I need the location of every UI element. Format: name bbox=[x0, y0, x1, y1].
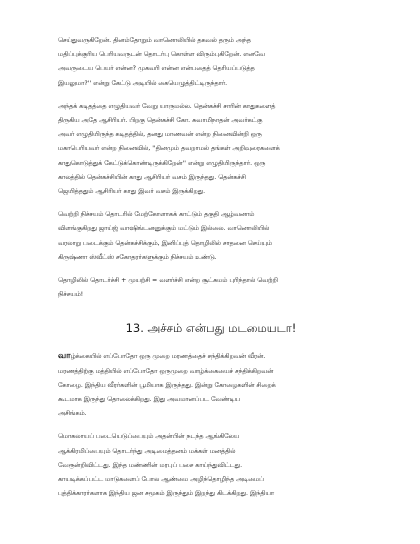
text-line: வேரூன்றிவிட்டது. இந்த மண்ணின் மரபுப் பசை காய்ந்துவிட்டது. bbox=[58, 461, 243, 469]
text-line: கிருஷ்ணா ஸ்வீட்ஸ் சகோதரர்களுக்கும் நிச்சயம் உண்டு. bbox=[58, 253, 217, 261]
text-line: மகாபெரியவர் என்ற நினைவில், ''தினமும் தவறாமல் தங்கள் அறிவுரைகளைக் bbox=[58, 145, 280, 153]
text-line: திருகிய அதே ஆசிரியர். பிறகு தென்கச்சி கோ. சுவாமிநாதன் அவர்கட்கு bbox=[58, 117, 263, 125]
text-line: ஆக்கிரமிப்பையும் தொடர்ந்து அடிமைத்தனம் மக்கள் மனத்தில் bbox=[58, 447, 236, 455]
text-line: காதுகொடுத்துக் கேட்டுக்கொண்டிருக்கிறேன்'' என்று எழுதியிருந்தார். ஒரு bbox=[58, 159, 266, 167]
text-line: புத்திக்காரர்களாக இந்திய ஜன சமூகம் இருந்தும் இறந்து கிடக்கிறது. இந்தியா bbox=[58, 490, 275, 498]
text-line: அந்தக் கடிதத்தை எழுதியவர் வேறு யாருமல்ல. தென்கச்சி சாரின் காதுகளைத் bbox=[58, 102, 276, 110]
text-line: காயடிக்கப்பட்ட மாடுகளைப் போல ஆண்மை அழிந்தொழிந்த அடிமைப் bbox=[58, 476, 264, 484]
paragraph-5 bbox=[58, 349, 364, 421]
text-line: மதிப்புக்குரிய பெரியவருடன் தொடர்பு கொள்ள விரும்புகிறேன். எனவே bbox=[58, 51, 265, 59]
text-line: அவர் எழுதியிருந்த கடிதத்தில், தனது மாணவன் என்ற நினைவின்றி ஒரு bbox=[58, 131, 262, 139]
text-line: வரலாறு படைக்கும் தென்கச்சிக்கும், இனிப்புத் தொழிலில் சாதனை செய்யும் bbox=[58, 239, 273, 247]
text-line: அசிங்கம். bbox=[58, 410, 87, 418]
paragraph-4 bbox=[58, 274, 364, 302]
text-line: மரணத்திற்கு மத்தியில் எப்போதோ ஒருமுறை வாழ்க்கையைச் சந்திக்கிறவன் bbox=[58, 367, 274, 375]
text-line: காலத்தில் தென்கச்சியின் காது ஆசிரியர் வசம் இருந்தது. தென்கச்சி bbox=[58, 173, 246, 181]
text-line-first bbox=[58, 349, 364, 364]
text-line: கூடமாக இருந்து தொலைக்கிறது. இது அவமானப்பட வேண்டிய bbox=[58, 396, 240, 404]
first-line-text: ழ்க்கையில் எப்போதோ ஒரு முறை மரணத்தைச் சந்திக்கிறவன் வீரன். bbox=[70, 353, 266, 361]
text-line: தொழிலில் தொடர்ச்சி + முயற்சி = வளர்ச்சி என்ற சூட்சுமம் புரிந்தால் வெற்றி bbox=[58, 277, 278, 285]
paragraph-6 bbox=[58, 430, 364, 501]
paragraph-2 bbox=[58, 100, 364, 199]
text-line: செய்துவருகிறேன். தினம்தோறும் வானொலியில் தகவல் தரும் அந்த bbox=[58, 37, 251, 44]
text-line: இயலுமா?'' என்று கேட்டு அடியில் கையெழுத்திட்டிருந்தார். bbox=[58, 79, 228, 87]
text-line: அவருடைய பெயர் என்ன? முகவரி என்ன என்பதைத் தெரியப்படுத்த bbox=[58, 65, 255, 73]
text-line: கோழை. இந்திய வீரர்களின் பூமியாக இருந்தது. இன்று கோழைகளின் சிறைக் bbox=[58, 381, 276, 389]
chapter-title: 13. அச்சம் என்பது மடமையடா! bbox=[125, 321, 297, 336]
text-line: மொகலாயப் படையெடுப்பையும் அதன்பின் நடந்த ஆங்கிலேய bbox=[58, 433, 240, 441]
text-line: ஜெயித்ததும் ஆசிரியர் காது இவர் வசம் இருக்கிறது. bbox=[58, 188, 206, 196]
drop-cap: வா bbox=[58, 351, 71, 362]
paragraph-1 bbox=[58, 34, 364, 91]
text-line: விளங்குகிறது ஜாய்ஜ் வாஷிங்டனனுக்கும் மட்டும் இல்லை. வானொலியில் bbox=[58, 225, 270, 233]
text-line: வெற்றி நிச்சயம் தொடரில் மேற்கோளாகக் காட்டும் தகுதி ஆழ்வனாம் bbox=[58, 211, 255, 219]
text-line: நிச்சயம்! bbox=[58, 291, 84, 299]
paragraph-3 bbox=[58, 208, 364, 265]
